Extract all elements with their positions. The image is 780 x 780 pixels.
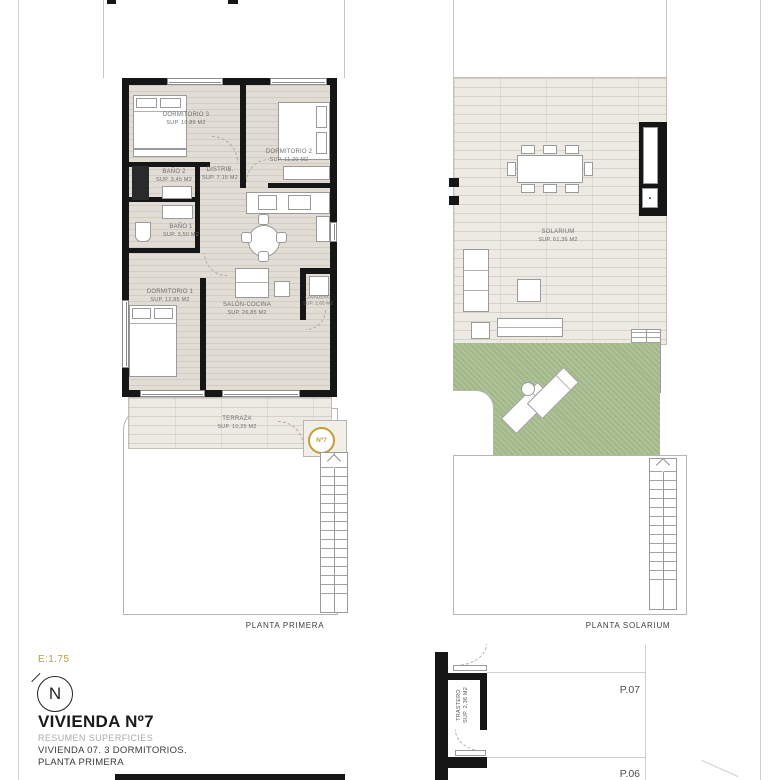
parking-divider (487, 757, 645, 758)
round-table (521, 382, 535, 396)
room-label-distribuidor: DISTRIB. SUP. 7,15 M2 (202, 166, 238, 181)
pillow (132, 308, 151, 319)
chair (521, 184, 535, 193)
wall (107, 0, 116, 4)
room-label-dormitorio-1: DORMITORIO 1 SUP. 12,85 M2 (146, 288, 194, 303)
chair (258, 214, 269, 225)
sheet-title: VIVIENDA Nº7 (38, 712, 154, 731)
tall-unit (316, 216, 330, 242)
chair (543, 184, 557, 193)
wall (442, 757, 487, 768)
wall (300, 268, 337, 274)
chair (258, 251, 269, 262)
north-tick (31, 673, 40, 682)
toilet (135, 222, 151, 242)
sheet-subtitle: RESUMEN SUPERFICIES (38, 733, 154, 743)
kitchen-sink (288, 195, 311, 210)
washing-machine (309, 276, 329, 296)
terrace-slider (222, 390, 300, 397)
room-label-dormitorio-2: DORMITORIO 2 SUP. 11,20 M2 (265, 148, 313, 163)
room-label-solarium: SOLARIUM SUP. 61,36 M2 (538, 228, 578, 243)
wall (228, 0, 238, 4)
lawn-notch (453, 390, 494, 456)
wall (205, 390, 222, 397)
chair (276, 232, 287, 243)
wall (200, 278, 206, 390)
pillow (316, 132, 327, 154)
room-label-dormitorio-3: DORMITORIO 3 SUP. 10,89 M2 (162, 111, 210, 126)
hob (258, 195, 277, 210)
room-label-terraza: TERRAZA SUP. 10,25 M2 (217, 415, 257, 430)
room-label-bano-1: BAÑO 1 SUP. 3,50 M2 (163, 223, 199, 238)
front-patio-outline (103, 0, 345, 78)
door-arc (455, 644, 487, 666)
parking-label-p06: P.06 (619, 768, 640, 780)
terrace-slider (140, 390, 205, 397)
solarium-patio-outline (453, 0, 667, 77)
side-table (471, 322, 490, 339)
wall (223, 78, 270, 85)
north-arrow (37, 676, 73, 712)
north-letter: N (48, 684, 62, 703)
exterior-staircase (320, 452, 348, 613)
window (330, 222, 337, 242)
scale-label: E:1.75 (38, 654, 70, 665)
coffee-table (517, 279, 541, 302)
parking-label-p07: P.07 (619, 684, 640, 696)
parking-divider (645, 645, 646, 780)
wall (129, 248, 200, 253)
pillow (316, 106, 327, 128)
pillow (136, 98, 157, 108)
pillow (154, 308, 173, 319)
room-label-trastero: TRASTERO SUP. 2,36 M2 (456, 687, 469, 723)
page-border-right (760, 0, 761, 780)
wall (330, 242, 337, 397)
sheet-info-line2: PLANTA PRIMERA (38, 757, 124, 768)
chair (507, 162, 516, 176)
meter-dot (649, 197, 651, 199)
door-leaf (453, 665, 487, 671)
page-border-left (18, 0, 19, 780)
sheet-info-line1: VIVIENDA 07. 3 DORMITORIOS. (38, 745, 187, 756)
wall (240, 85, 246, 162)
door-arc (455, 730, 486, 752)
shower (132, 166, 149, 200)
chair (565, 184, 579, 193)
parking-divider (487, 672, 645, 673)
wall (300, 390, 337, 397)
unit-number-badge (308, 427, 335, 454)
window (167, 78, 223, 85)
outdoor-sofa (463, 249, 489, 312)
wall (122, 390, 140, 397)
caption-planta-solarium: PLANTA SOLARIUM (585, 621, 671, 630)
wall (480, 680, 487, 730)
room-label-salon-cocina: SALÓN-COCINA SUP. 26,85 M2 (222, 301, 272, 316)
unit-number-text: Nº7 (316, 437, 327, 444)
wall (449, 196, 459, 205)
sofa (235, 268, 269, 298)
dresser (133, 149, 187, 157)
cutoff-bar (115, 774, 345, 780)
outdoor-dining-table (517, 155, 583, 183)
side-table (274, 281, 290, 297)
wall (122, 78, 129, 300)
chair (584, 162, 593, 176)
washbasin (162, 186, 192, 199)
wall (268, 183, 330, 188)
stair-midline (663, 459, 664, 609)
window (122, 300, 129, 368)
room-label-lavadero: LAVADERO SUP. 2,65 M2 (303, 294, 333, 305)
washbasin (162, 205, 193, 219)
chair (543, 145, 557, 154)
caption-planta-primera: PLANTA PRIMERA (245, 621, 325, 630)
door-leaf (455, 750, 486, 756)
wall (240, 162, 246, 188)
sketch-line (702, 760, 739, 777)
wall (442, 673, 487, 680)
pillow (160, 98, 181, 108)
bench (497, 318, 563, 337)
wall (449, 178, 459, 187)
wall (330, 78, 337, 222)
lower-staircase (649, 458, 677, 610)
chair (521, 145, 535, 154)
stair-midline (334, 453, 335, 612)
shaft-void (643, 127, 658, 184)
chair (241, 232, 252, 243)
wardrobe (283, 166, 330, 180)
window (270, 78, 327, 85)
room-label-bano-2: BAÑO 2 SUP. 3,45 M2 (156, 168, 192, 183)
chair (565, 145, 579, 154)
